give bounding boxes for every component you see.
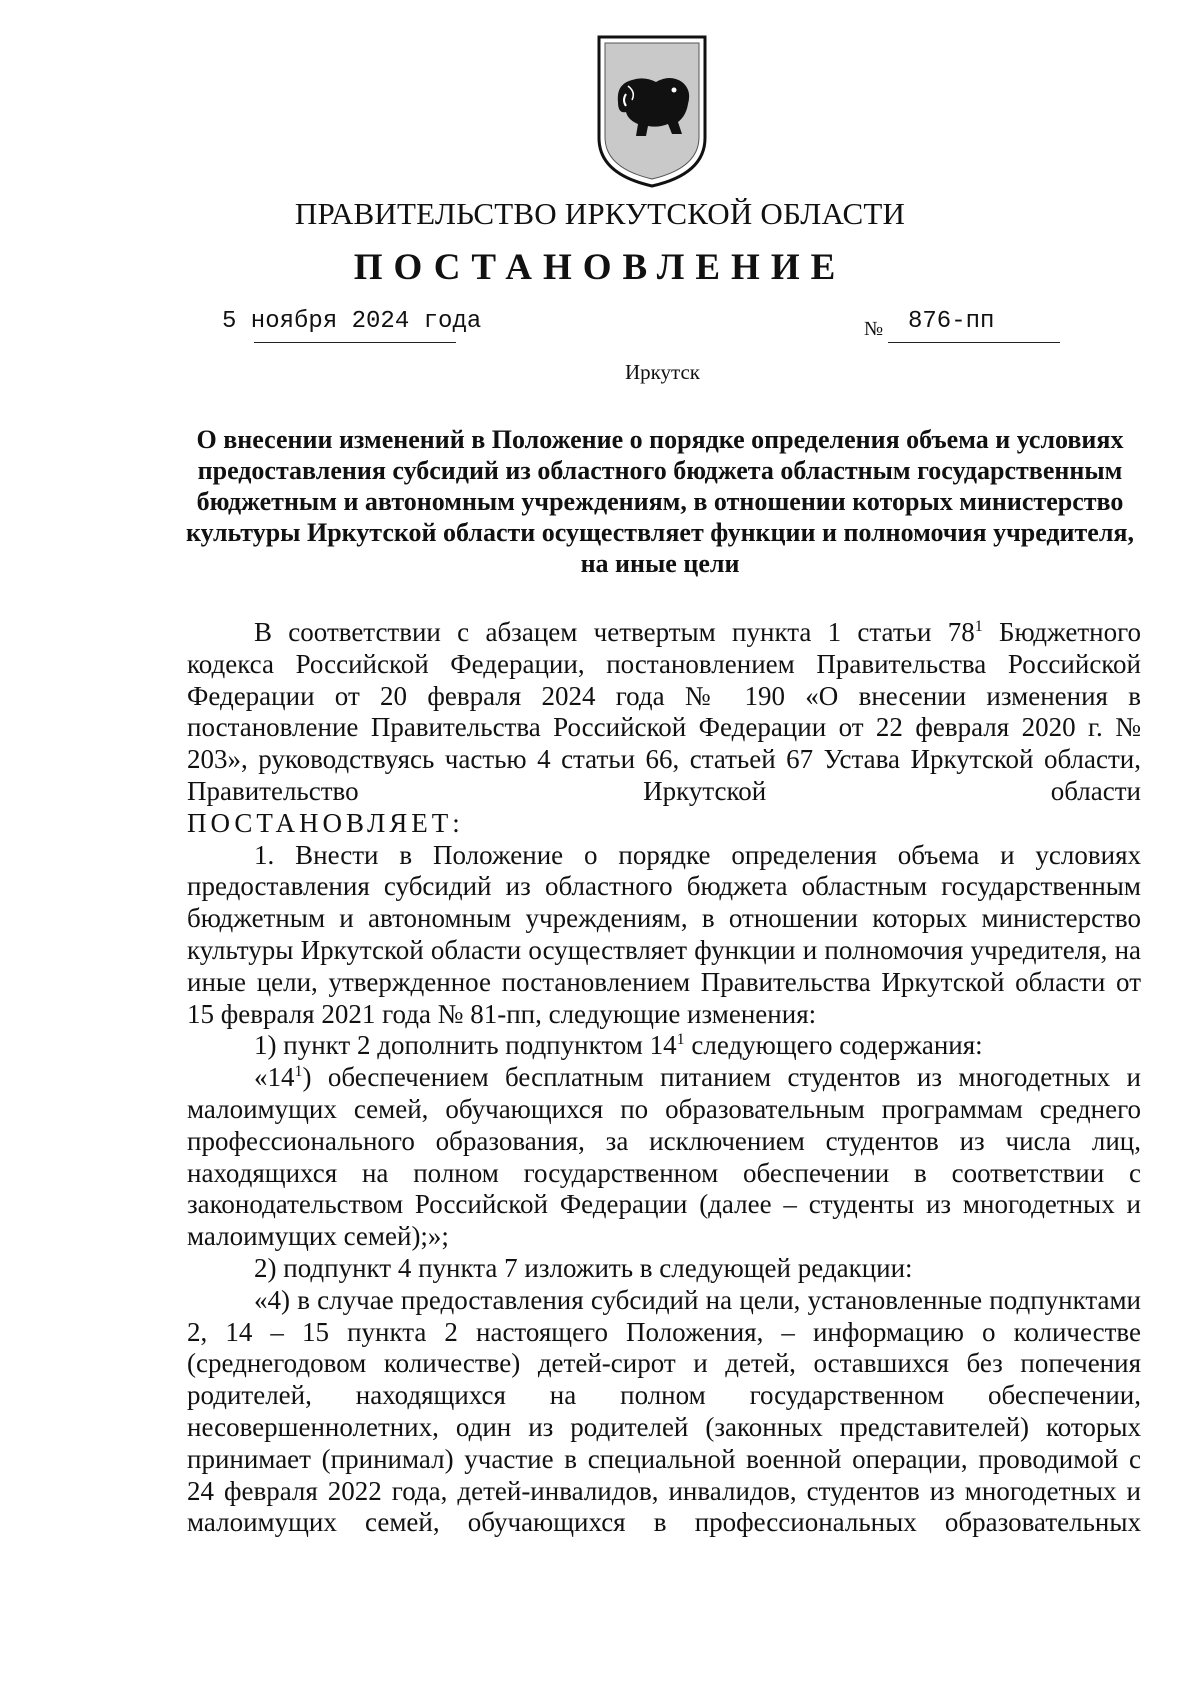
subitem-1: 1) пункт 2 дополнить подпунктом $14^1$ следующего содержания: xyxy=(254,1030,983,1061)
irkutsk-coat-of-arms-icon xyxy=(596,34,708,188)
document-body xyxy=(187,617,1141,1539)
document-date: 5 ноября 2024 года xyxy=(222,308,482,335)
number-underline xyxy=(888,342,1060,343)
document-title: О внесении изменений в Положение о порядке определения объема и условиях предоставления субсидий из областного бюджета областным государственным бюджетным и автономным учреждениям, в отношении которых министерство культуры Иркутской области осуществляет функции и полномочия учредителя, на иные цели xyxy=(185,425,1134,578)
subitem-2: 2) подпункт 4 пункта 7 изложить в следующей редакции: xyxy=(254,1252,913,1283)
government-name: ПРАВИТЕЛЬСТВО ИРКУТСКОЙ ОБЛАСТИ xyxy=(294,196,906,231)
quote-1: «$14^1$) обеспечением бесплатным питанием студентов из многодетных и малоимущих семей, обучающихся по образовательным программам среднего профессионального образования, за исключением студентов из числа лиц, находящихся на полном государственном обеспечении в соответствии с законодательством Российской Федерации (далее – студенты из многодетных и малоимущих семей);»; xyxy=(187,1062,1141,1252)
date-underline xyxy=(254,342,456,343)
document-type: ПОСТАНОВЛЕНИЕ xyxy=(353,247,847,288)
preamble: В соответствии с абзацем четвертым пункта 1 статьи $78^1$ Бюджетного кодекса Российской Федерации, постановлением Правительства Российской Федерации от 20 февраля 2024 года № 190 «О внесении изменения в постановление Правительства Российской Федерации от 22 февраля 2020 г. № 203», руководствуясь частью 4 статьи 66, статьей 67 Устава Иркутской области, Правительство Иркутской области xyxy=(187,617,1141,806)
document-number: 876-пп xyxy=(908,308,995,335)
city: Иркутск xyxy=(624,360,701,384)
resolves-heading: ПОСТАНОВЛЯЕТ: xyxy=(187,807,464,838)
item-1: 1. Внести в Положение о порядке определения объема и условиях предоставления субсидий из областного бюджета областным государственным бюджетным и автономным учреждениям, в отношении которых министерство культуры Иркутской области осуществляет функции и полномочия учредителя, на иные цели, утвержденное постановлением Правительства Иркутской области от 15 февраля 2021 года № 81-пп, следующие изменения: xyxy=(187,839,1141,1029)
number-sign: № xyxy=(864,318,884,340)
quote-2: «4) в случае предоставления субсидий на цели, установленные подпунктами 2, 14 – 15 пункта 2 настоящего Положения, – информацию о количестве (среднегодовом количестве) детей-сирот и детей, оставшихся без попечения родителей, находящихся на полном государственном обеспечении, несовершеннолетних, один из родителей (законных представителей) которых принимает (принимал) участие в специальной военной операции, проводимой с 24 февраля 2022 года, детей-инвалидов, инвалидов, студентов из многодетных и малоимущих семей, обучающихся в профессиональных образовательных xyxy=(187,1284,1141,1538)
